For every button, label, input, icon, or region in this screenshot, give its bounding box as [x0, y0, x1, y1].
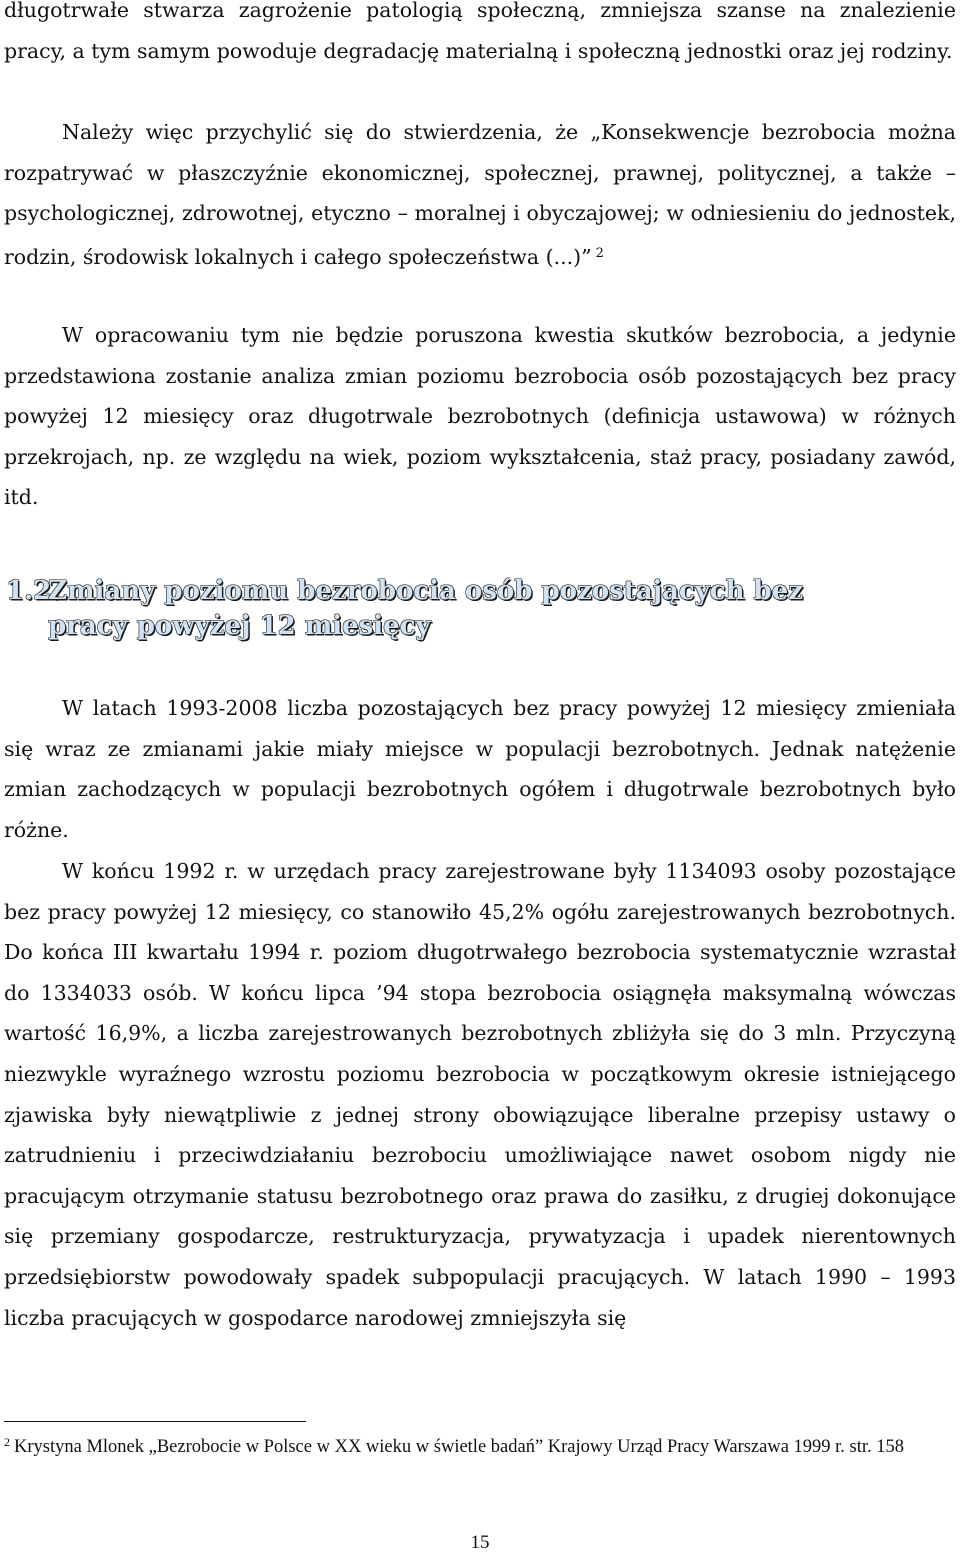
page-number: 15: [470, 1532, 490, 1553]
section-title-line-2: pracy powyżej 12 miesięcy: [48, 611, 431, 641]
paragraph-1993-2008: W latach 1993-2008 liczba pozostających bez pracy powyżej 12 miesięcy zmieniała się wraz ze zmianami jakie miały miejsce w populacji bezrobotnych. Jednak natężenie zmian zachodzących w populacji bezrobotnych ogółem i długotrwale bezrobotnych było różne.: [4, 696, 956, 842]
paragraph-1992-statistics: W końcu 1992 r. w urzędach pracy zarejestrowane były 1134093 osoby pozostające bez pracy powyżej 12 miesięcy, co stanowiło 45,2% ogółu zarejestrowanych bezrobotnych. Do końca III kwartału 1994 r. poziom długotrwałego bezrobocia systematycznie wzrastał do 1334033 osób. W końcu lipca ’94 stopa bezrobocia osiągnęła maksymalną wówczas wartość 16,9%, a liczba zarejestrowanych bezrobotnych zbliżyła się do 3 mln. Przyczyną niezwykle wyraźnego wzrostu poziomu bezrobocia w początkowym okresie istniejącego zjawiska były niewątpliwie z jednej strony obowiązujące liberalne przepisy ustawy o zatrudnieniu i przeciwdziałaniu bezrobociu umożliwiające nawet osobom nigdy nie pracującym otrzymanie statusu bezrobotnego oraz prawa do zasiłku, z drugiej dokonujące się przemiany gospodarcze, restrukturyzacja, prywatyzacja i upadek nierentownych przedsiębiorstw powodowały spadek subpopulacji pracujących. W latach 1990 – 1993 liczba pracujących w gospodarce narodowej zmniejszyła się: [4, 859, 956, 1330]
footnote-mark: 2: [4, 1435, 10, 1449]
paragraph-consequences-text: Należy więc przychylić się do stwierdzenia, że „Konsekwencje bezrobocia można rozpatrywać w płaszczyźnie ekonomicznej, społecznej, prawnej, politycznej, a także – psychologicznej, zdrowotnej, etyczno – moralnej i obyczajowej; w odniesieniu do jednostek, rodzin, środowisk lokalnych i całego społeczeństwa (...)”: [4, 120, 956, 269]
footnote: [4, 1430, 956, 1460]
paragraph-intro-continuation: długotrwałe stwarza zagrożenie patologią społeczną, zmniejsza szanse na znalezienie pracy, a tym samym powoduje degradację materialną i społeczną jednostki oraz jej rodziny.: [4, 0, 956, 63]
section-number: 1.2.: [6, 576, 61, 606]
footnote-text: Krystyna Mlonek „Bezrobocie w Polsce w XX wieku w świetle badań” Krajowy Urząd Pracy Warszawa 1999 r. str. 158: [14, 1437, 905, 1457]
section-title-line-1: Zmiany poziomu bezrobocia osób pozostających bez: [48, 576, 804, 606]
footnote-separator: [4, 1421, 306, 1422]
paragraph-consequences-quote: [4, 112, 956, 277]
paragraph-scope: W opracowaniu tym nie będzie poruszona kwestia skutków bezrobocia, a jedynie przedstawiona zostanie analiza zmian poziomu bezrobocia osób pozostających bez pracy powyżej 12 miesięcy oraz długotrwale bezrobotnych (definicja ustawowa) w różnych przekrojach, np. ze względu na wiek, poziom wykształcenia, staż pracy, posiadany zawód, itd.: [4, 323, 956, 510]
section-heading: [6, 574, 946, 644]
footnote-reference: 2: [595, 245, 604, 261]
